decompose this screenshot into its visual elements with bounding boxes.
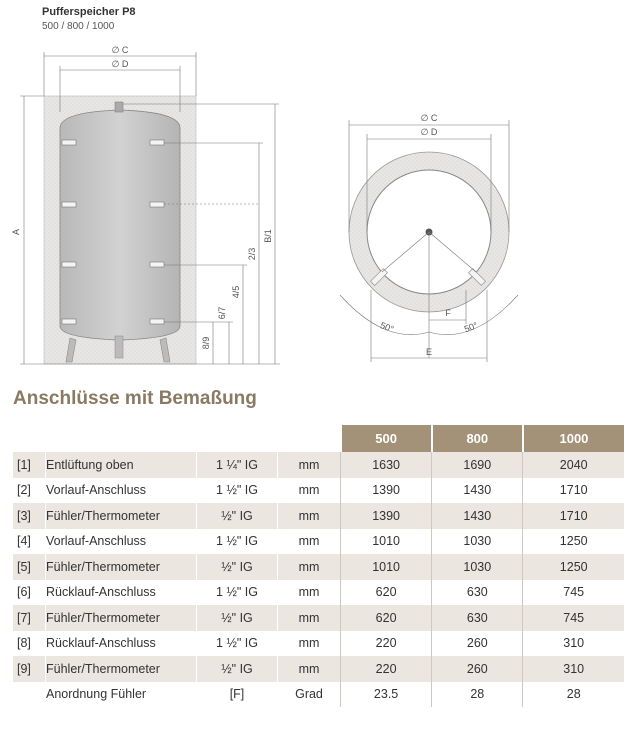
value-800: 630 xyxy=(432,605,523,631)
connection-name: Fühler/Thermometer xyxy=(46,605,197,631)
value-800: 28 xyxy=(432,682,523,708)
row-number: [1] xyxy=(13,452,46,478)
side-dim-89: 8/9 xyxy=(201,336,211,350)
unit: mm xyxy=(278,503,341,529)
unit: mm xyxy=(278,478,341,504)
value-1000: 2040 xyxy=(523,452,624,478)
value-1000: 745 xyxy=(523,605,624,631)
table-row xyxy=(13,631,625,657)
value-500: 220 xyxy=(341,656,432,682)
table-row xyxy=(13,656,625,682)
value-500: 620 xyxy=(341,580,432,606)
connection-name: Fühler/Thermometer xyxy=(46,656,197,682)
unit: mm xyxy=(278,452,341,478)
row-number: [5] xyxy=(13,554,46,580)
row-number: [9] xyxy=(13,656,46,682)
value-500: 220 xyxy=(341,631,432,657)
col-header-800: 800 xyxy=(432,425,523,452)
row-number: [7] xyxy=(13,605,46,631)
side-dim-23: 2/3 xyxy=(247,247,257,261)
unit: mm xyxy=(278,656,341,682)
table-row xyxy=(13,478,625,504)
value-1000: 28 xyxy=(523,682,624,708)
table-row xyxy=(13,605,625,631)
product-sizes: 500 / 800 / 1000 xyxy=(42,21,115,32)
top-dim-c: ∅ C xyxy=(420,113,438,123)
unit: mm xyxy=(278,554,341,580)
connection-size: 1 ½" IG xyxy=(197,529,278,555)
value-500: 620 xyxy=(341,605,432,631)
connection-name: Rücklauf-Anschluss xyxy=(46,580,197,606)
connection-name: Vorlauf-Anschluss xyxy=(46,478,197,504)
table-row xyxy=(13,580,625,606)
top-dim-f: F xyxy=(445,308,451,318)
top-dim-d: ∅ D xyxy=(420,127,438,137)
connection-name: Entlüftung oben xyxy=(46,452,197,478)
value-1000: 1710 xyxy=(523,478,624,504)
value-800: 1430 xyxy=(432,503,523,529)
row-number xyxy=(13,682,46,708)
top-angle-left: 50° xyxy=(378,320,396,335)
value-800: 1430 xyxy=(432,478,523,504)
row-number: [8] xyxy=(13,631,46,657)
top-angle-right: 50° xyxy=(462,320,480,335)
connection-name: Fühler/Thermometer xyxy=(46,554,197,580)
connection-size: 1 ½" IG xyxy=(197,580,278,606)
side-dim-a: A xyxy=(11,228,21,236)
value-500: 1390 xyxy=(341,503,432,529)
value-500: 1390 xyxy=(341,478,432,504)
col-header-500: 500 xyxy=(341,425,432,452)
connection-name: Fühler/Thermometer xyxy=(46,503,197,529)
connection-size: ½" IG xyxy=(197,605,278,631)
connection-size: ½" IG xyxy=(197,554,278,580)
col-header-1000: 1000 xyxy=(523,425,624,452)
top-view xyxy=(340,113,518,362)
table-row xyxy=(13,529,625,555)
product-title: Pufferspeicher P8 xyxy=(42,6,136,18)
side-view xyxy=(11,45,280,364)
value-1000: 310 xyxy=(523,656,624,682)
connections-table xyxy=(12,425,624,707)
value-500: 23.5 xyxy=(341,682,432,708)
value-800: 260 xyxy=(432,631,523,657)
value-1000: 1710 xyxy=(523,503,624,529)
row-number: [4] xyxy=(13,529,46,555)
connection-name: Anordnung Fühler xyxy=(46,682,197,708)
value-1000: 310 xyxy=(523,631,624,657)
table-row xyxy=(13,452,625,478)
value-800: 1030 xyxy=(432,554,523,580)
connection-size: 1 ¼" IG xyxy=(197,452,278,478)
value-1000: 1250 xyxy=(523,554,624,580)
value-1000: 1250 xyxy=(523,529,624,555)
unit: mm xyxy=(278,605,341,631)
value-500: 1010 xyxy=(341,554,432,580)
unit: mm xyxy=(278,529,341,555)
row-number: [6] xyxy=(13,580,46,606)
connection-size: ½" IG xyxy=(197,503,278,529)
unit: mm xyxy=(278,631,341,657)
value-800: 630 xyxy=(432,580,523,606)
table-row xyxy=(13,682,625,708)
side-dim-45: 4/5 xyxy=(231,285,241,299)
table-header-row xyxy=(13,425,625,452)
connection-size: ½" IG xyxy=(197,656,278,682)
value-500: 1630 xyxy=(341,452,432,478)
value-800: 1690 xyxy=(432,452,523,478)
section-heading: Anschlüsse mit Bemaßung xyxy=(13,388,257,409)
connection-name: Vorlauf-Anschluss xyxy=(46,529,197,555)
table-row xyxy=(13,554,625,580)
side-dim-d: ∅ D xyxy=(111,59,129,69)
row-number: [2] xyxy=(13,478,46,504)
value-800: 260 xyxy=(432,656,523,682)
value-1000: 745 xyxy=(523,580,624,606)
vent-connector xyxy=(115,102,123,112)
side-dim-67: 6/7 xyxy=(217,306,227,320)
connection-name: Rücklauf-Anschluss xyxy=(46,631,197,657)
unit: mm xyxy=(278,580,341,606)
connection-size: 1 ½" IG xyxy=(197,478,278,504)
unit: Grad xyxy=(278,682,341,708)
connection-size: [F] xyxy=(197,682,278,708)
value-500: 1010 xyxy=(341,529,432,555)
side-dim-b1: B/1 xyxy=(263,229,273,243)
side-dim-c: ∅ C xyxy=(111,45,129,55)
value-800: 1030 xyxy=(432,529,523,555)
table-row xyxy=(13,503,625,529)
row-number: [3] xyxy=(13,503,46,529)
connection-size: 1 ½" IG xyxy=(197,631,278,657)
top-dim-e: E xyxy=(425,347,433,357)
